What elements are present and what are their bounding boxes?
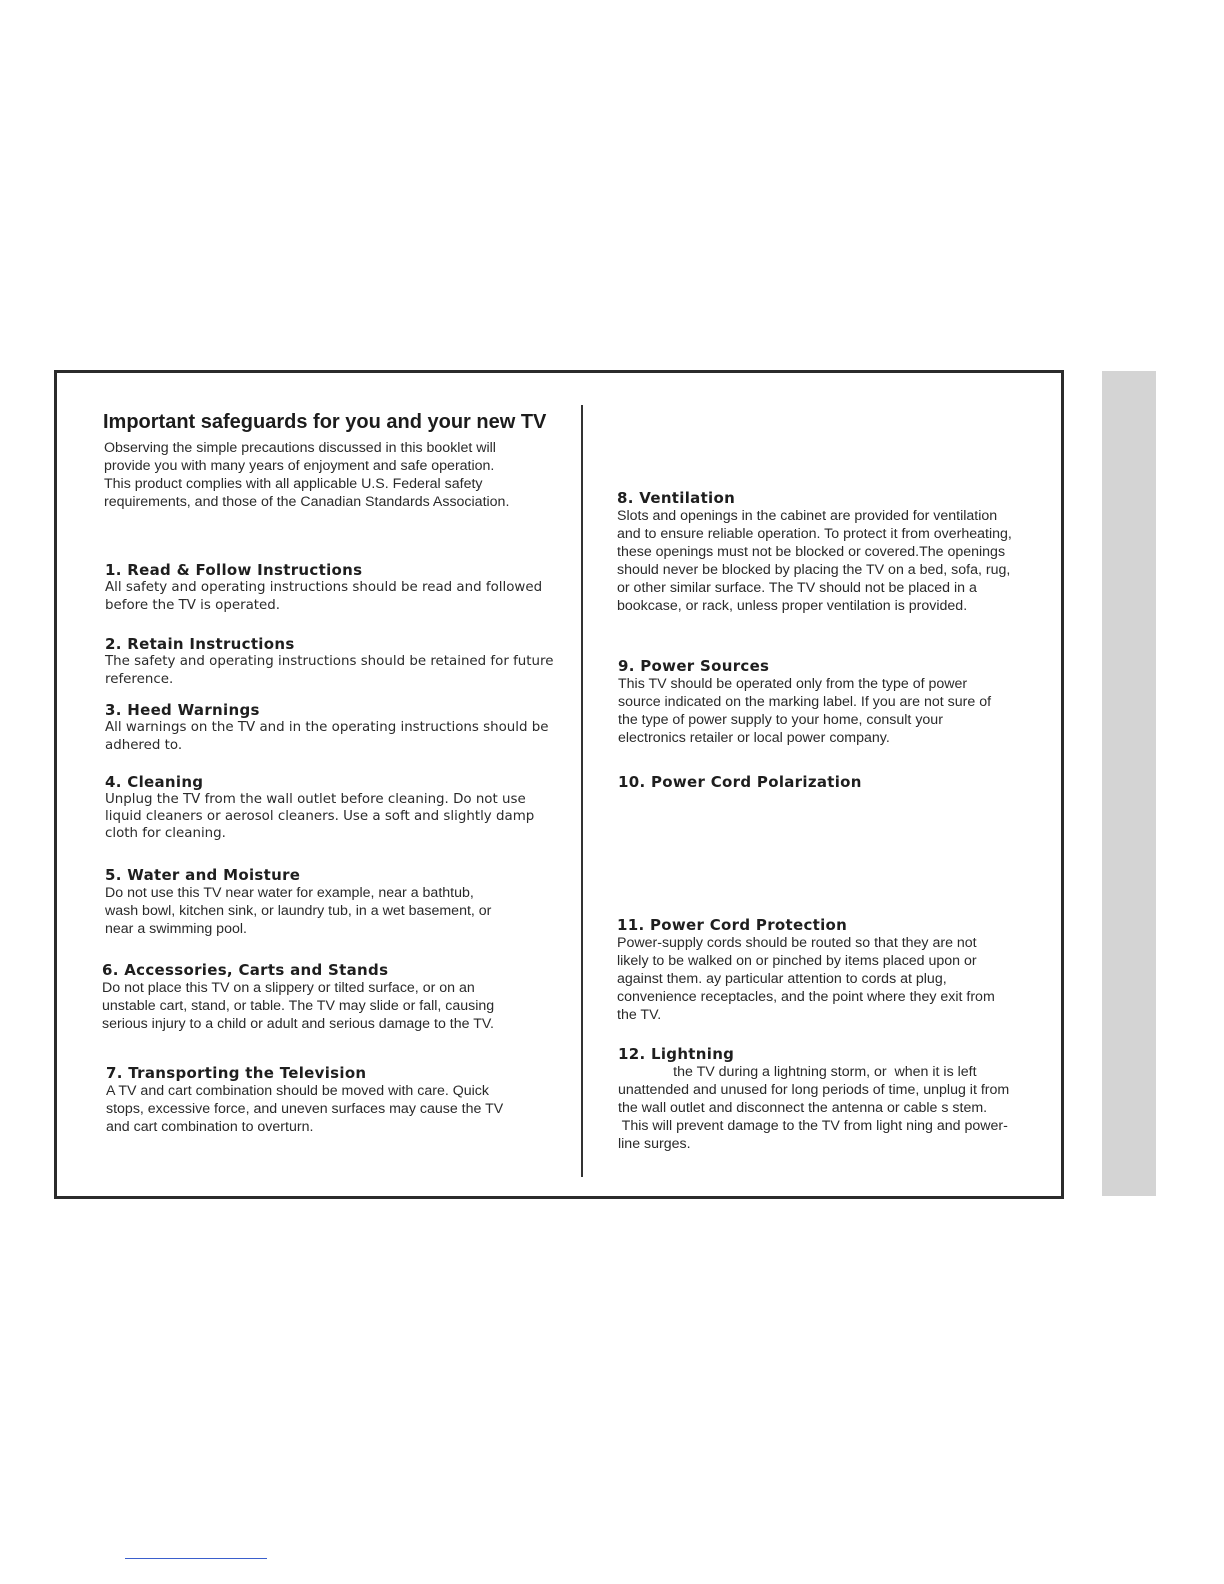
section-line: should never be blocked by placing the TV on a bed, sofa, rug, bbox=[617, 562, 1011, 578]
section-line: reference. bbox=[105, 672, 174, 687]
section-cleaning bbox=[105, 773, 534, 842]
section-cord-protection bbox=[617, 916, 995, 1024]
section-heading: 6. Accessories, Carts and Stands bbox=[102, 961, 389, 979]
section-lightning bbox=[618, 1045, 1009, 1153]
section-line: the wall outlet and disconnect the antenna or cable s stem. bbox=[618, 1100, 988, 1116]
section-line: source indicated on the marking label. If you are not sure of bbox=[618, 694, 992, 710]
section-line: Unplug the TV from the wall outlet before cleaning. Do not use bbox=[105, 792, 526, 807]
section-line: and to ensure reliable operation. To protect it from overheating, bbox=[617, 526, 1012, 542]
section-line: near a swimming pool. bbox=[105, 921, 247, 937]
section-line: liquid cleaners or aerosol cleaners. Use a soft and slightly damp bbox=[105, 809, 535, 824]
section-heading: 7. Transporting the Television bbox=[106, 1064, 367, 1082]
section-heading: 10. Power Cord Polarization bbox=[618, 773, 862, 791]
intro-line: Observing the simple precautions discussed in this booklet will bbox=[104, 440, 496, 456]
section-line: unattended and unused for long periods of time, unplug it from bbox=[618, 1082, 1010, 1098]
section-line: against them. ay particular attention to cords at plug, bbox=[617, 971, 947, 987]
section-heading: 1. Read & Follow Instructions bbox=[105, 561, 363, 579]
section-line: and cart combination to overturn. bbox=[106, 1119, 314, 1135]
section-heading: 3. Heed Warnings bbox=[105, 701, 260, 719]
section-line: unstable cart, stand, or table. The TV may slide or fall, causing bbox=[102, 998, 495, 1014]
intro-line: provide you with many years of enjoyment and safe operation. bbox=[104, 458, 495, 474]
intro-line: requirements, and those of the Canadian Standards Association. bbox=[104, 494, 510, 510]
section-line: All warnings on the TV and in the operating instructions should be bbox=[105, 720, 549, 735]
section-line: Slots and openings in the cabinet are provided for ventilation bbox=[617, 508, 998, 524]
section-line: Do not place this TV on a slippery or tilted surface, or on an bbox=[102, 980, 475, 996]
section-read-follow bbox=[105, 561, 542, 615]
section-line: serious injury to a child or adult and serious damage to the TV. bbox=[102, 1016, 494, 1032]
section-line: A TV and cart combination should be moved with care. Quick bbox=[106, 1083, 489, 1099]
section-line: likely to be walked on or pinched by items placed upon or bbox=[617, 953, 977, 969]
section-heed-warnings bbox=[105, 701, 549, 755]
section-line: Do not use this TV near water for example, near a bathtub, bbox=[105, 885, 474, 901]
intro-text bbox=[104, 439, 509, 511]
section-line: the TV during a lightning storm, or when it is left bbox=[618, 1064, 977, 1080]
section-heading: 2. Retain Instructions bbox=[105, 635, 295, 653]
section-line: the TV. bbox=[617, 1007, 662, 1023]
side-tab bbox=[1102, 371, 1156, 1196]
section-line: cloth for cleaning. bbox=[105, 826, 226, 841]
section-power-sources bbox=[618, 657, 991, 747]
footer-link-underline bbox=[125, 1558, 267, 1559]
section-heading: 12. Lightning bbox=[618, 1045, 735, 1063]
section-line: convenience receptacles, and the point where they exit from bbox=[617, 989, 995, 1005]
section-transporting bbox=[106, 1064, 503, 1136]
section-cord-polarization bbox=[618, 773, 862, 791]
section-heading: 9. Power Sources bbox=[618, 657, 770, 675]
section-line: This TV should be operated only from the type of power bbox=[618, 676, 968, 692]
section-line: the type of power supply to your home, consult your bbox=[618, 712, 943, 728]
section-heading: 8. Ventilation bbox=[617, 489, 736, 507]
section-ventilation bbox=[617, 489, 1012, 615]
section-line: stops, excessive force, and uneven surfaces may cause the TV bbox=[106, 1101, 504, 1117]
section-line: before the TV is operated. bbox=[105, 598, 281, 613]
section-line: adhered to. bbox=[105, 738, 183, 753]
section-heading: 11. Power Cord Protection bbox=[617, 916, 848, 934]
section-line: electronics retailer or local power company. bbox=[618, 730, 890, 746]
column-divider bbox=[581, 405, 583, 1177]
section-line: wash bowl, kitchen sink, or laundry tub, in a wet basement, or bbox=[105, 903, 492, 919]
section-line: line surges. bbox=[618, 1136, 691, 1152]
section-line: bookcase, or rack, unless proper ventilation is provided. bbox=[617, 598, 968, 614]
section-line: Power-supply cords should be routed so that they are not bbox=[617, 935, 977, 951]
section-line: The safety and operating instructions should be retained for future bbox=[105, 654, 554, 669]
section-retain bbox=[105, 635, 553, 689]
section-line: This will prevent damage to the TV from light ning and power- bbox=[618, 1118, 1008, 1134]
section-water-moisture bbox=[105, 866, 491, 938]
section-line: All safety and operating instructions should be read and followed bbox=[105, 580, 543, 595]
section-line: these openings must not be blocked or covered.The openings bbox=[617, 544, 1006, 560]
section-line: or other similar surface. The TV should not be placed in a bbox=[617, 580, 977, 596]
page-title: Important safeguards for you and your new TV bbox=[103, 411, 547, 433]
section-accessories bbox=[102, 961, 494, 1033]
section-heading: 5. Water and Moisture bbox=[105, 866, 301, 884]
intro-line: This product complies with all applicable U.S. Federal safety bbox=[104, 476, 483, 492]
section-heading: 4. Cleaning bbox=[105, 773, 204, 791]
